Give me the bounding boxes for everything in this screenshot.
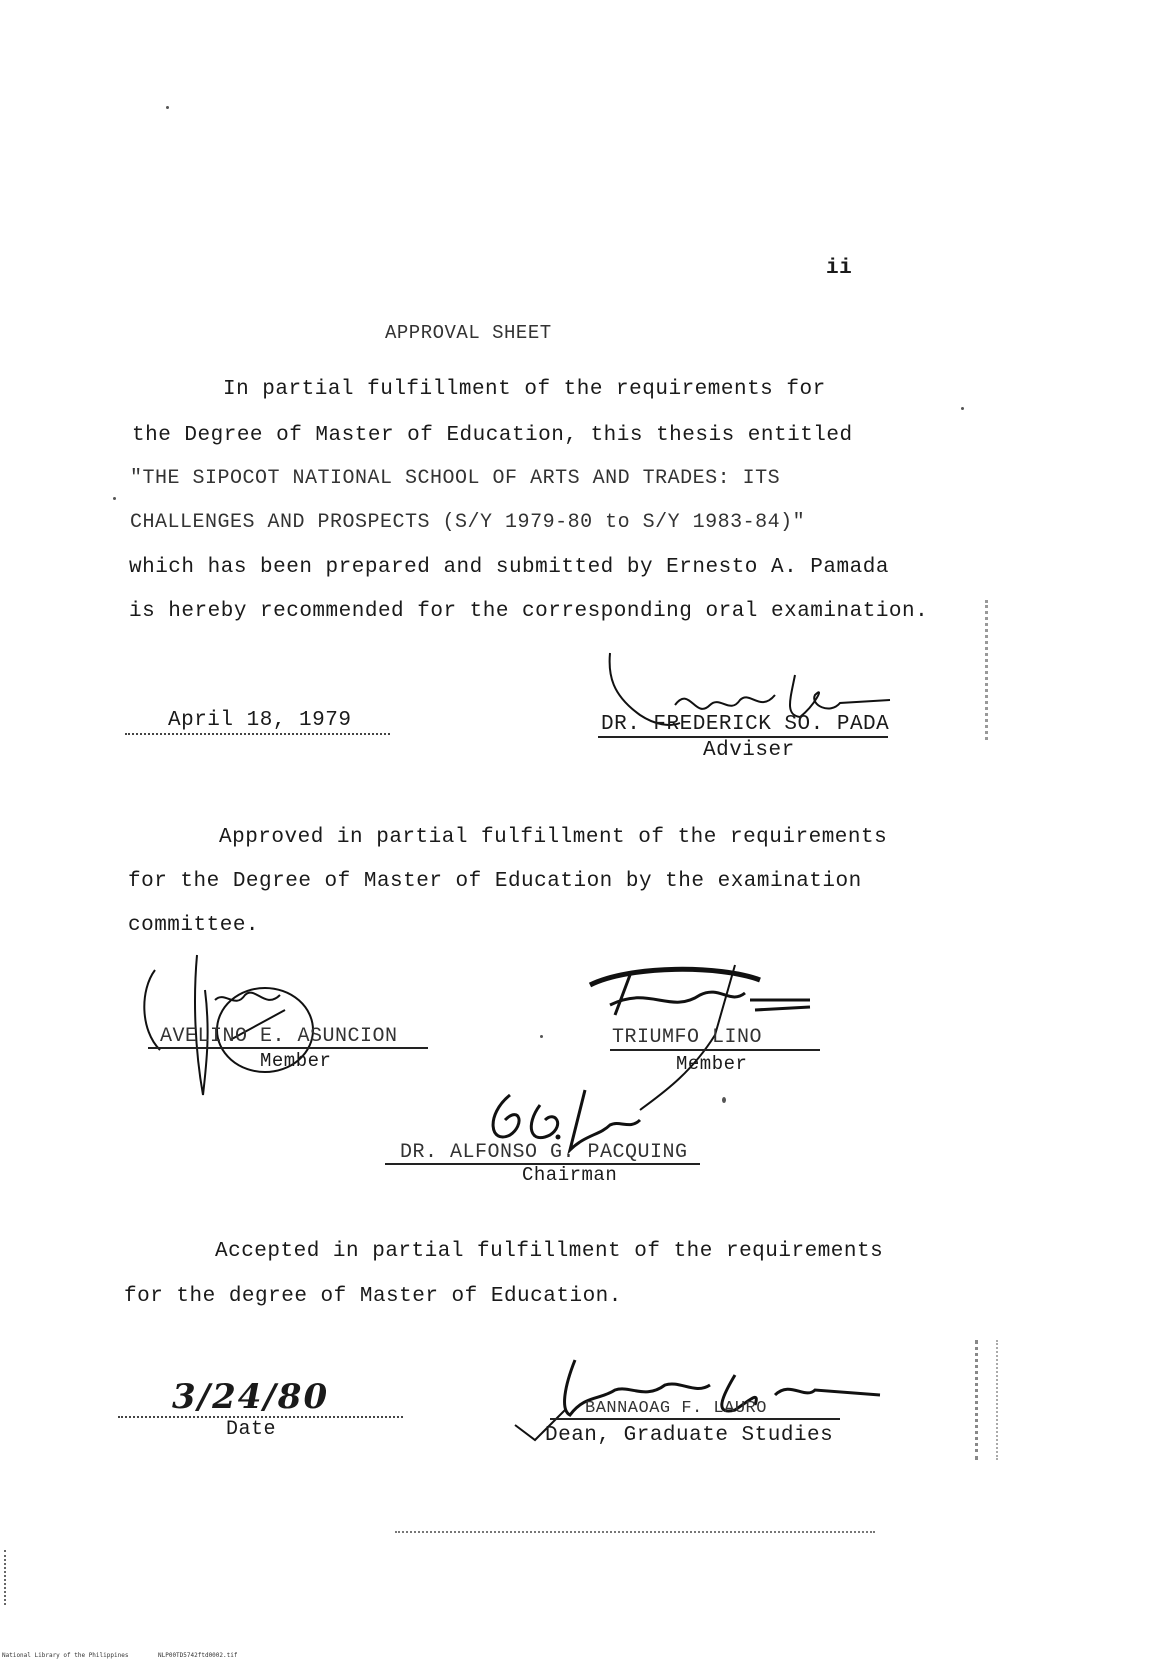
member2-name: TRIUMFO LINO bbox=[612, 1026, 763, 1049]
member1-name: AVELINO E. ASUNCION bbox=[160, 1025, 398, 1048]
acceptance-line: for the degree of Master of Education. bbox=[124, 1285, 622, 1308]
member1-role: Member bbox=[260, 1050, 332, 1072]
acceptance-line: Accepted in partial fulfillment of the requirements bbox=[215, 1240, 884, 1263]
approval-line: Approved in partial fulfillment of the requirements bbox=[219, 826, 888, 849]
footer-library: National Library of the Philippines bbox=[2, 1652, 129, 1659]
chairman-name: DR. ALFONSO G. PACQUING bbox=[400, 1141, 688, 1164]
dean-underline bbox=[550, 1418, 840, 1420]
page-number: ii bbox=[826, 257, 853, 280]
approval-line: for the Degree of Master of Education by the examination bbox=[128, 870, 862, 893]
scan-noise-right-bottom bbox=[975, 1340, 998, 1460]
recommendation-line: "THE SIPOCOT NATIONAL SCHOOL OF ARTS AND TRADES: ITS bbox=[130, 467, 781, 490]
speck bbox=[722, 1097, 726, 1103]
page-title: APPROVAL SHEET bbox=[385, 322, 552, 344]
member2-underline bbox=[610, 1049, 820, 1051]
acceptance-date-label: Date bbox=[226, 1418, 277, 1441]
date-underline bbox=[125, 733, 390, 735]
scan-noise-left bbox=[4, 1550, 9, 1605]
approval-line: committee. bbox=[128, 914, 260, 937]
scan-noise-right bbox=[985, 600, 992, 740]
member1-underline bbox=[148, 1047, 428, 1049]
chairman-role: Chairman bbox=[522, 1164, 618, 1186]
recommendation-date: April 18, 1979 bbox=[168, 709, 352, 732]
dean-role: Dean, Graduate Studies bbox=[545, 1424, 834, 1447]
recommendation-line: which has been prepared and submitted by Ernesto A. Pamada bbox=[129, 556, 889, 579]
dean-name: BANNAOAG F. LAURO bbox=[585, 1399, 767, 1418]
speck bbox=[961, 407, 964, 410]
adviser-underline bbox=[598, 736, 888, 738]
adviser-role: Adviser bbox=[703, 739, 795, 762]
recommendation-line: the Degree of Master of Education, this thesis entitled bbox=[132, 424, 853, 447]
acceptance-date-value: 3/24/80 bbox=[172, 1377, 330, 1417]
recommendation-line: is hereby recommended for the corresponding oral examination. bbox=[129, 600, 929, 623]
speck bbox=[540, 1035, 543, 1038]
footer-file: NLP00TD5742ftd0002.tif bbox=[158, 1652, 238, 1659]
member2-role: Member bbox=[676, 1053, 748, 1075]
adviser-name: DR. FREDERICK SO. PADA bbox=[601, 713, 890, 736]
scan-noise-line bbox=[395, 1531, 875, 1533]
speck bbox=[166, 106, 169, 109]
recommendation-line: CHALLENGES AND PROSPECTS (S/Y 1979-80 to S/Y 1983-84)" bbox=[130, 511, 806, 534]
recommendation-line: In partial fulfillment of the requirements for bbox=[223, 378, 826, 401]
speck bbox=[113, 497, 116, 500]
